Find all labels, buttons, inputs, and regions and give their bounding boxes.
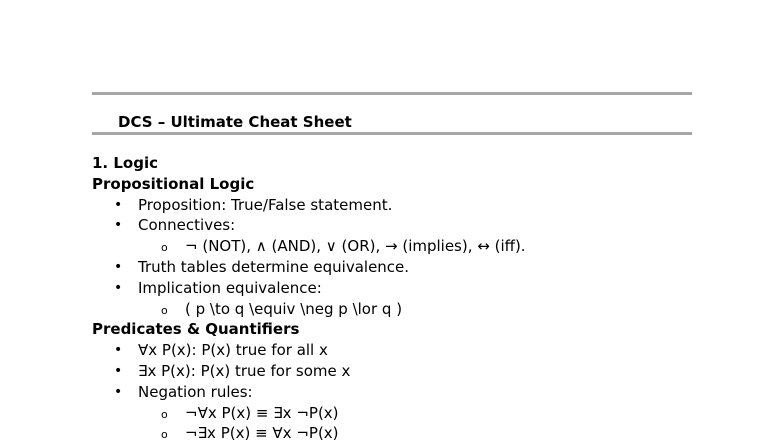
line-text: Negation rules: <box>138 382 253 401</box>
section-heading <box>92 174 732 195</box>
section-heading <box>92 319 732 340</box>
bullet-icon: • <box>114 217 123 234</box>
sub-bullet-icon: o <box>161 428 168 442</box>
line-text: 1. Logic <box>92 154 158 172</box>
bullet-icon: • <box>114 362 123 379</box>
list-item <box>92 278 732 299</box>
line-text: Connectives: <box>138 216 236 235</box>
bullet-icon: • <box>114 279 123 296</box>
list-item <box>92 195 732 216</box>
list-item <box>92 361 732 382</box>
line-text: ¬∃x P(x) ≡ ∀x ¬P(x) <box>185 424 339 443</box>
list-item <box>92 403 732 424</box>
bullet-icon: • <box>114 342 123 359</box>
list-item <box>92 299 732 320</box>
line-text: ∃x P(x): P(x) true for some x <box>138 361 351 380</box>
document-body <box>92 153 732 444</box>
header-rule-top <box>92 92 692 95</box>
document-title: DCS – Ultimate Cheat Sheet <box>118 113 352 131</box>
list-item <box>92 236 732 257</box>
line-text: Propositional Logic <box>92 174 255 193</box>
list-item <box>92 340 732 361</box>
list-item <box>92 423 732 444</box>
list-item <box>92 215 732 236</box>
line-text: ∀x P(x): P(x) true for all x <box>138 341 328 360</box>
line-text: ¬ (NOT), ∧ (AND), ∨ (OR), → (implies), ↔ (iff). <box>185 237 526 256</box>
line-text: Truth tables determine equivalence. <box>138 257 410 276</box>
sub-bullet-icon: o <box>161 407 168 421</box>
section-heading <box>92 153 732 174</box>
bullet-icon: • <box>114 258 123 275</box>
list-item <box>92 382 732 403</box>
sub-bullet-icon: o <box>161 303 168 317</box>
bullet-icon: • <box>114 383 123 400</box>
line-text: ¬∀x P(x) ≡ ∃x ¬P(x) <box>185 403 339 422</box>
line-text: Predicates & Quantifiers <box>92 320 300 339</box>
sub-bullet-icon: o <box>161 241 168 255</box>
line-text: ( p \to q \equiv \neg p \lor q ) <box>185 299 403 318</box>
list-item <box>92 257 732 278</box>
bullet-icon: • <box>114 196 123 213</box>
header-rule-bottom <box>92 132 692 135</box>
line-text: Proposition: True/False statement. <box>138 195 393 214</box>
line-text: Implication equivalence: <box>138 278 322 297</box>
